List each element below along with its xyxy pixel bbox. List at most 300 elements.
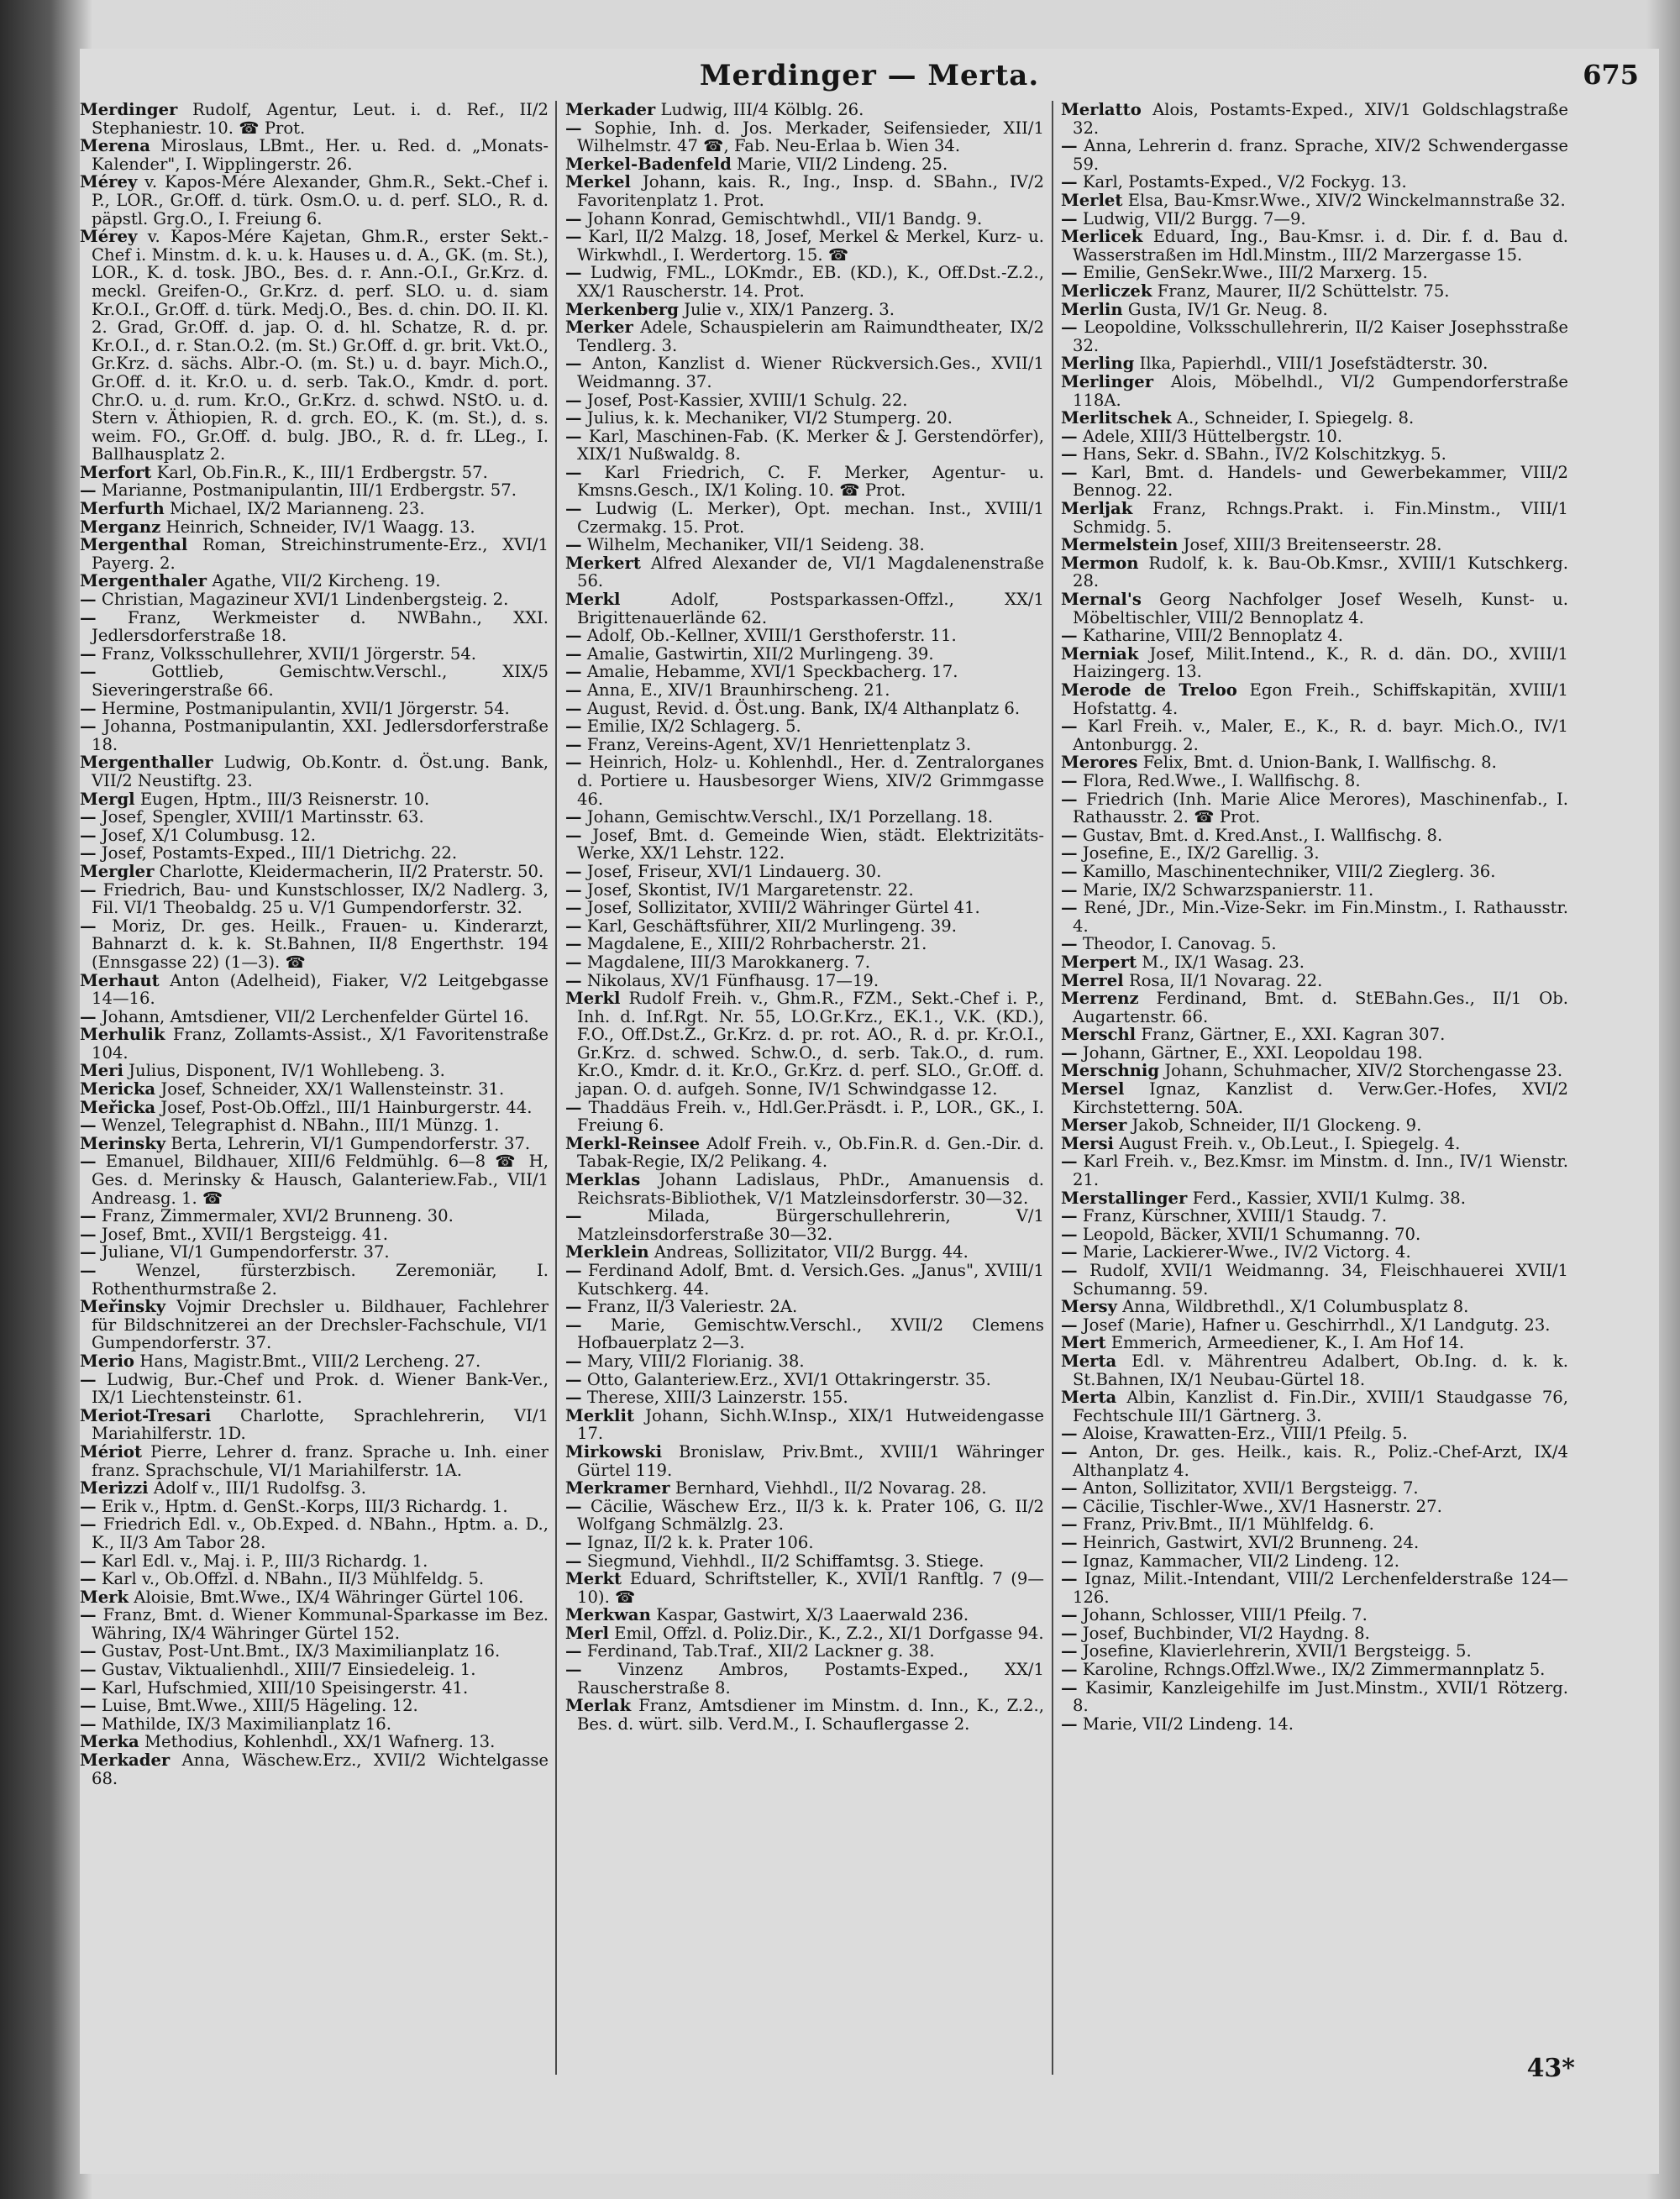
directory-entry	[565, 935, 1044, 953]
entry-details: Karl, II/2 Malzg. 18, Josef, Merkel & Merkel, Kurz- u. Wirkwhdl., I. Werdertorg. 15. ☎	[577, 227, 1044, 265]
entry-surname: —	[80, 1551, 97, 1571]
entry-details: Josef, Post-Ob.Offzl., III/1 Hainburgerstr. 44.	[160, 1097, 533, 1117]
directory-entry	[1061, 863, 1568, 881]
entry-surname: Mericka	[80, 1079, 156, 1100]
entry-details: Ludwig (L. Merker), Opt. mechan. Inst., XVIII/1 Czermakg. 15. Prot.	[577, 499, 1044, 537]
entry-surname: —	[565, 208, 582, 228]
entry-details: Cäcilie, Wäschew Erz., II/3 k. k. Prater 106, G. II/2 Wolfgang Schmälzlg. 23.	[577, 1496, 1044, 1535]
directory-entry	[80, 1751, 549, 1787]
entry-surname: —	[1061, 770, 1078, 790]
directory-entry	[565, 1388, 1044, 1407]
entry-surname: Mersel	[1061, 1079, 1125, 1100]
entry-surname: Mergenthaler	[80, 571, 207, 591]
entry-details: Emilie, GenSekr.Wwe., III/2 Marxerg. 15.	[1082, 263, 1428, 283]
entry-details: Josef, Skontist, IV/1 Margaretenstr. 22.	[586, 879, 914, 900]
entry-surname: —	[1061, 263, 1078, 283]
entry-details: Johann, Sichh.W.Insp., XIX/1 Hutweidengasse 17.	[577, 1405, 1044, 1444]
directory-entry	[565, 354, 1044, 391]
directory-entry	[80, 1642, 549, 1661]
directory-entry	[1061, 1044, 1568, 1063]
entry-details: Emmerich, Armeediener, K., I. Am Hof 14.	[1110, 1333, 1465, 1353]
entry-details: Wilhelm, Mechaniker, VII/1 Seideng. 38.	[586, 535, 925, 555]
entry-surname: —	[1061, 318, 1078, 338]
entry-details: Josef, Schneider, XX/1 Wallensteinstr. 31.	[160, 1079, 505, 1100]
directory-entry	[80, 101, 549, 137]
directory-entry	[1061, 428, 1568, 446]
entry-surname: —	[80, 1224, 97, 1244]
entry-details: Karl, Bmt. d. Handels- und Gewerbekammer, VIII/2 Bennog. 22.	[1073, 462, 1568, 501]
entry-details: Moriz, Dr. ges. Heilk., Frauen- u. Kinderarzt, Bahnarzt d. k. k. St.Bahnen, II/8 Engerthstr. 194 (Ennsgasse 22) (1—3). ☎	[92, 916, 549, 972]
directory-entry	[565, 989, 1044, 1099]
entry-details: Gusta, IV/1 Gr. Neug. 8.	[1127, 299, 1328, 319]
entry-details: Karl, Maschinen-Fab. (K. Merker & J. Gerstendörfer), XIX/1 Nußwaldg. 8.	[577, 426, 1044, 464]
entry-details: August Freih. v., Ob.Leut., I. Spiegelg. 4.	[1119, 1133, 1461, 1153]
entry-surname: Merpert	[1061, 952, 1137, 972]
entry-details: Johann Konrad, Gemischtwhdl., VII/1 Bandg. 9.	[586, 208, 983, 228]
entry-details: Franz, Zimmermaler, XVI/2 Brunneng. 30.	[101, 1206, 454, 1226]
entry-details: Josef, Sollizitator, XVIII/2 Währinger Gürtel 41.	[586, 898, 980, 918]
column-left	[80, 101, 549, 2117]
entry-details: Eduard, Schriftsteller, K., XVII/1 Ranftlg. 7 (9—10). ☎	[577, 1569, 1044, 1607]
entry-details: Alois, Postamts-Exped., XIV/1 Goldschlagstraße 32.	[1073, 101, 1568, 138]
entry-details: Johann, kais. R., Ing., Insp. d. SBahn., IV/2 Favoritenplatz 1. Prot.	[577, 172, 1044, 210]
directory-entry	[1061, 1534, 1568, 1552]
directory-entry	[80, 1116, 549, 1135]
directory-entry	[1061, 717, 1568, 753]
directory-entry	[565, 808, 1044, 827]
directory-entry	[1061, 1606, 1568, 1624]
entry-surname: —	[565, 1388, 582, 1408]
entry-details: Anna, E., XIV/1 Braunhirscheng. 21.	[586, 680, 890, 700]
entry-surname: —	[565, 753, 582, 773]
entry-details: Ignaz, Kammacher, VII/2 Lindeng. 12.	[1082, 1551, 1399, 1571]
entry-surname: —	[1061, 444, 1078, 464]
entry-details: Berta, Lehrerin, VI/1 Gumpendorferstr. 37.	[171, 1133, 531, 1153]
directory-entry	[565, 101, 1044, 119]
entry-details: Amalie, Hebamme, XVI/1 Speckbacherg. 17.	[586, 662, 958, 682]
directory-entry	[80, 137, 549, 173]
directory-entry	[565, 663, 1044, 681]
directory-entry	[565, 717, 1044, 736]
entry-surname: Merschnig	[1061, 1061, 1160, 1081]
entry-details: Johann Ladislaus, PhDr., Amanuensis d. Reichsrats-Bibliothek, V/1 Matzleinsdorferstr. 30—32.	[577, 1170, 1044, 1208]
entry-surname: —	[1061, 1441, 1078, 1462]
directory-entry	[1061, 1243, 1568, 1262]
entry-surname: —	[1061, 716, 1078, 737]
entry-details: Rudolf Freih. v., Ghm.R., FZM., Sekt.-Chef i. P., Inh. d. Inf.Rgt. Nr. 55, LO.Gr.Krz., EK.1., V.K. (KD.), F.O., Off.Dst.Z., Gr.Krz. d. pr. rot. AO., R. d. pr. Kr.O.I., Gr.Krz. d. schwed. Schw.O., d. serb. Tak.O., d. rum. Kr.O., Kmdr. d. it. Kr.O., Gr.Krz. d. perf. SLO., Gr.Off. d. japan. O. d. aufgeh. Sonne, IV/1 Schwindgasse 12.	[577, 989, 1044, 1100]
entry-details: Luise, Bmt.Wwe., XIII/5 Hägeling. 12.	[101, 1696, 418, 1716]
entry-details: Milada, Bürgerschullehrerin, V/1 Matzleinsdorferstraße 30—32.	[577, 1206, 1044, 1244]
entry-surname: —	[80, 590, 97, 610]
entry-surname: Merlitschek	[1061, 408, 1172, 428]
entry-surname: —	[1061, 1660, 1078, 1680]
directory-entry	[1061, 972, 1568, 990]
directory-entry	[565, 1479, 1044, 1498]
directory-entry	[1061, 1352, 1568, 1388]
entry-details: Josef, Friseur, XVI/1 Lindauerg. 30.	[586, 861, 882, 881]
directory-entry	[565, 318, 1044, 354]
entry-surname: Merschl	[1061, 1025, 1137, 1045]
directory-entry	[80, 1099, 549, 1117]
entry-details: Julius, Disponent, IV/1 Wohllebeng. 3.	[129, 1061, 445, 1081]
directory-entry	[565, 700, 1044, 718]
directory-entry	[80, 1298, 549, 1352]
entry-details: Anna, Wildbrethdl., X/1 Columbusplatz 8.	[1122, 1297, 1469, 1317]
entry-details: Anton (Adelheid), Fiaker, V/2 Leitgebgasse 14—16.	[92, 970, 549, 1009]
directory-entry	[80, 808, 549, 827]
entry-details: Josef, Postamts-Exped., III/1 Dietrichg. 22.	[101, 843, 458, 863]
entry-surname: Mergler	[80, 861, 155, 881]
entry-details: Karl, Geschäftsführer, XII/2 Murlingeng. 39.	[586, 916, 957, 936]
entry-details: Franz, Maurer, II/2 Schüttelstr. 75.	[1157, 281, 1450, 301]
entry-surname: Merlatto	[1061, 101, 1142, 119]
entry-surname: Merniak	[1061, 643, 1139, 664]
column-divider	[1052, 101, 1053, 2075]
directory-entry	[80, 827, 549, 845]
directory-entry	[1061, 899, 1568, 935]
entry-surname: —	[565, 118, 582, 138]
entry-surname: Mernal's	[1061, 590, 1142, 610]
entry-surname: Merklas	[565, 1170, 641, 1190]
directory-entry	[1061, 1679, 1568, 1715]
entry-details: Franz, Gärtner, E., XXI. Kagran 307.	[1141, 1025, 1446, 1045]
entry-surname: —	[80, 480, 97, 501]
entry-details: Franz, Bmt. d. Wiener Kommunal-Sparkasse im Bez. Währing, IX/4 Währinger Gürtel 152.	[92, 1605, 549, 1643]
entry-surname: Mérey	[80, 172, 138, 192]
entry-surname: —	[80, 916, 97, 936]
entry-surname: —	[565, 734, 582, 754]
entry-details: Marie, Gemischtw.Verschl., XVII/2 Clemens Hofbauerplatz 2—3.	[577, 1315, 1044, 1353]
entry-surname: —	[1061, 1605, 1078, 1625]
directory-entry	[565, 681, 1044, 700]
entry-details: Georg Nachfolger Josef Weselh, Kunst- u. Möbeltischler, VIII/2 Bennoplatz 4.	[1073, 590, 1568, 627]
entry-surname: —	[80, 1696, 97, 1716]
directory-entry	[565, 736, 1044, 754]
entry-surname: —	[565, 916, 582, 936]
directory-entry	[1061, 1334, 1568, 1352]
entry-surname: —	[565, 662, 582, 682]
directory-entry	[1061, 1661, 1568, 1679]
entry-surname: Merka	[80, 1732, 139, 1752]
directory-entry	[1061, 1642, 1568, 1661]
entry-details: Josefine, Klavierlehrerin, XVII/1 Bergsteigg. 5.	[1082, 1641, 1472, 1661]
entry-details: Anton, Kanzlist d. Wiener Rückversich.Ges., XVII/1 Weidmanng. 37.	[577, 354, 1044, 391]
entry-surname: —	[565, 426, 582, 446]
entry-details: Rudolf, Agentur, Leut. i. d. Ref., II/2 Stephaniestr. 10. ☎ Prot.	[92, 101, 549, 138]
entry-details: Julie v., XIX/1 Panzerg. 3.	[684, 299, 895, 319]
directory-entry	[80, 1570, 549, 1588]
entry-surname: —	[80, 1369, 97, 1389]
entry-surname: —	[565, 1551, 582, 1571]
entry-surname: Meriot-Tresari	[80, 1405, 212, 1425]
entry-surname: —	[565, 807, 582, 827]
entry-surname: Mérey	[80, 227, 138, 247]
directory-entry	[1061, 301, 1568, 319]
entry-details: Marianne, Postmanipulantin, III/1 Erdbergstr. 57.	[101, 480, 517, 501]
entry-details: Agathe, VII/2 Kircheng. 19.	[212, 571, 441, 591]
entry-surname: —	[1061, 1551, 1078, 1571]
entry-surname: —	[565, 1351, 582, 1371]
directory-entry	[1061, 1062, 1568, 1080]
entry-details: Wenzel, fürsterzbisch. Zeremoniär, I. Rothenthurmstraße 2.	[92, 1261, 549, 1299]
entry-details: Theodor, I. Canovag. 5.	[1082, 934, 1277, 954]
entry-details: Charlotte, Sprachlehrerin, VI/1 Mariahilferstr. 1D.	[92, 1405, 549, 1444]
directory-entry	[565, 645, 1044, 664]
directory-entry	[565, 301, 1044, 319]
entry-surname: —	[565, 934, 582, 954]
directory-entry	[565, 155, 1044, 174]
entry-details: Eduard, Ing., Bau-Kmsr. i. d. Dir. f. d. Bau d. Wasserstraßen im Hdl.Minstm., III/2 Marzergasse 15.	[1073, 227, 1568, 265]
entry-surname: Meri	[80, 1061, 123, 1081]
entry-details: Adolf, Ob.-Kellner, XVIII/1 Gersthoferstr. 11.	[586, 626, 957, 646]
entry-details: Johann, Gemischtw.Verschl., IX/1 Porzellang. 18.	[586, 807, 994, 827]
entry-details: Miroslaus, LBmt., Her. u. Red. d. „Monats-Kalender", I. Wipplingerstr. 26.	[92, 136, 549, 174]
entry-surname: —	[565, 1297, 582, 1317]
directory-entry	[80, 572, 549, 590]
directory-entry	[80, 1207, 549, 1225]
entry-surname: —	[80, 1242, 97, 1262]
entry-surname: Merker	[565, 318, 633, 338]
directory-entry	[80, 1080, 549, 1099]
entry-details: Magdalene, III/3 Marokkanerg. 7.	[586, 952, 870, 972]
directory-entry	[80, 1008, 549, 1026]
entry-surname: —	[565, 626, 582, 646]
entry-details: Karl, Postamts-Exped., V/2 Fockyg. 13.	[1082, 172, 1407, 192]
entry-surname: Merrenz	[1061, 989, 1139, 1009]
entry-details: Bronislaw, Priv.Bmt., XVIII/1 Währinger Gürtel 119.	[577, 1441, 1044, 1480]
directory-entry	[1061, 192, 1568, 210]
directory-entry	[1061, 645, 1568, 681]
directory-entry	[565, 1262, 1044, 1298]
entry-details: Aloise, Krawatten-Erz., VIII/1 Pfeilg. 5.	[1082, 1424, 1408, 1444]
entry-details: Magdalene, E., XIII/2 Rohrbacherstr. 21.	[586, 934, 927, 954]
directory-entry	[565, 1298, 1044, 1316]
entry-details: Ludwig, Bur.-Chef und Prok. d. Wiener Bank-Ver., IX/1 Liechtensteinstr. 61.	[92, 1369, 549, 1408]
entry-details: Juliane, VI/1 Gumpendorferstr. 37.	[101, 1242, 390, 1262]
entry-details: Josefine, E., IX/2 Garellig. 3.	[1082, 843, 1320, 863]
directory-entry	[80, 753, 549, 790]
directory-entry	[565, 173, 1044, 209]
entry-surname: Merinsky	[80, 1133, 166, 1153]
directory-entry	[1061, 1135, 1568, 1153]
directory-entry	[565, 972, 1044, 990]
directory-entry	[1061, 1152, 1568, 1189]
entry-surname: Merlin	[1061, 299, 1123, 319]
directory-entry	[80, 1062, 549, 1080]
directory-entry	[80, 1352, 549, 1371]
entry-details: Marie, IX/2 Schwarzspanierstr. 11.	[1082, 879, 1374, 900]
entry-details: Vinzenz Ambros, Postamts-Exped., XX/1 Rauscherstraße 8.	[577, 1660, 1044, 1698]
directory-entry	[1061, 1225, 1568, 1244]
entry-surname: Merlak	[565, 1696, 632, 1716]
entry-details: v. Kapos-Mére Kajetan, Ghm.R., erster Sekt.-Chef i. Minstm. d. k. u. k. Hauses u. d. A., GK. (m. St.), LOR., K. d. tosk. JBO., Bes. d. r. Ann.-O.I., Gr.Krz. d. meckl. Greifen-O., Gr.Krz. d. perf. SLO. u. d. siam Kr.O.I., Gr.Off. d. türk. Medj.O., Bes. d. chin. DO. II. Kl. 2. Grad, Gr.Off. d. jap. O. d. hl. Schatze, R. d. pr. Kr.O.I., d. r. Stan.O.2. (m. St.) Gr.Off. d. gr. brit. Vkt.O., Gr.Krz. d. sächs. Albr.-O. (m. St.) u. d. bayr. Mich.O., Gr.Off. d. it. Kr.O. u. d. serb. Tak.O., Kmdr. d. port. Chr.O. u. d. rum. Kr.O., Gr.Krz. d. schwd. NStO. u. d. Stern v. Äthiopien, R. d. grch. EO., K. (m. St.), d. s. weim. FO., Gr.Off. d. bulg. JBO., R. d. fr. LLeg., I. Ballhausplatz 2.	[92, 227, 549, 464]
entry-details: Charlotte, Kleidermacherin, II/2 Praterstr. 50.	[159, 861, 544, 881]
directory-entry	[80, 1135, 549, 1153]
directory-entry	[80, 1498, 549, 1516]
directory-entry	[565, 536, 1044, 554]
directory-entry	[80, 1371, 549, 1407]
entry-surname: Merdinger	[80, 101, 178, 119]
entry-surname: Merizzi	[80, 1478, 149, 1498]
entry-details: Heinrich, Gastwirt, XVI/2 Brunneng. 24.	[1082, 1532, 1420, 1552]
entry-details: Josef, Buchbinder, VI/2 Haydng. 8.	[1082, 1623, 1370, 1643]
entry-details: Julius, k. k. Mechaniker, VI/2 Stumperg. 20.	[586, 408, 953, 428]
entry-surname: Merena	[80, 136, 150, 156]
entry-surname: Merling	[1061, 354, 1135, 374]
entry-surname: —	[80, 1006, 97, 1026]
directory-entry	[80, 1225, 549, 1244]
directory-entry	[1061, 1262, 1568, 1298]
entry-details: Adolf v., III/1 Rudolfsg. 3.	[153, 1478, 367, 1498]
entry-surname: Merode de Treloo	[1061, 680, 1237, 700]
directory-entry	[565, 1316, 1044, 1352]
directory-entry	[565, 953, 1044, 972]
directory-entry	[80, 917, 549, 972]
entry-surname: —	[80, 1605, 97, 1625]
directory-entry	[565, 917, 1044, 936]
entry-details: Vojmir Drechsler u. Bildhauer, Fachlehrer für Bildschnitzerei an der Drechsler-Fachschule, VI/1 Gumpendorferstr. 37.	[92, 1297, 549, 1353]
entry-surname: —	[80, 698, 97, 718]
entry-details: Aloisie, Bmt.Wwe., IX/4 Währinger Gürtel 106.	[134, 1587, 524, 1607]
directory-entry	[80, 1026, 549, 1062]
directory-entry	[1061, 1515, 1568, 1534]
entry-details: Anton, Sollizitator, XVII/1 Bergsteigg. 7.	[1082, 1478, 1419, 1498]
entry-details: Egon Freih., Schiffskapitän, XVIII/1 Hofstattg. 4.	[1073, 680, 1568, 718]
entry-surname: Merkl	[565, 989, 621, 1009]
directory-entry	[565, 1352, 1044, 1371]
entry-details: Anna, Lehrerin d. franz. Sprache, XIV/2 Schwendergasse 59.	[1073, 136, 1568, 174]
entry-details: Gottlieb, Gemischtw.Verschl., XIX/5 Sieveringerstraße 66.	[92, 662, 549, 700]
entry-details: Michael, IX/2 Marianneng. 23.	[170, 499, 425, 519]
entry-surname: —	[1061, 1242, 1078, 1262]
entry-details: Franz, Rchngs.Prakt. i. Fin.Minstm., VIII/1 Schmidg. 5.	[1073, 499, 1568, 537]
entry-details: v. Kapos-Mére Alexander, Ghm.R., Sekt.-Chef i. P., LOR., Gr.Off. d. türk. Osm.O. u. d. perf. SLO., R. d. päpstl. Grg.O., I. Freiung 6.	[92, 172, 549, 228]
entry-details: Adolf, Postsparkassen-Offzl., XX/1 Brigittenauerlände 62.	[577, 590, 1044, 627]
entry-surname: —	[1061, 1623, 1078, 1643]
entry-surname: —	[1061, 825, 1078, 845]
entry-surname: —	[565, 879, 582, 900]
entry-details: Johann, Amtsdiener, VII/2 Lerchenfelder Gürtel 16.	[101, 1006, 529, 1026]
directory-entry	[1061, 1116, 1568, 1135]
page-number: 675	[1583, 59, 1639, 91]
entry-details: Hans, Sekr. d. SBahn., IV/2 Kolschitzkyg. 5.	[1082, 444, 1446, 464]
directory-entry	[80, 1606, 549, 1642]
directory-entry	[565, 1443, 1044, 1479]
entry-surname: —	[1061, 1042, 1078, 1063]
directory-entry	[1061, 318, 1568, 354]
entry-surname: —	[80, 1569, 97, 1589]
entry-surname: —	[565, 952, 582, 972]
entry-details: Felix, Bmt. d. Union-Bank, I. Wallfischg. 8.	[1142, 753, 1497, 773]
entry-details: Franz, Zollamts-Assist., X/1 Favoritenstraße 104.	[92, 1025, 549, 1063]
directory-entry	[80, 481, 549, 500]
entry-details: Karl, Hufschmied, XIII/10 Speisingerstr. 41.	[101, 1677, 469, 1698]
entry-details: Anna, Wäschew.Erz., XVII/2 Wichtelgasse 68.	[92, 1750, 549, 1788]
entry-surname: —	[565, 408, 582, 428]
entry-details: Otto, Galanteriew.Erz., XVI/1 Ottakringerstr. 35.	[586, 1369, 991, 1389]
entry-surname: —	[80, 716, 97, 737]
entry-details: Leopold, Bäcker, XVII/1 Schumanng. 70.	[1082, 1224, 1421, 1244]
entry-details: Edl. v. Mährentreu Adalbert, Ob.Ing. d. k. k. St.Bahnen, IX/1 Neubau-Gürtel 18.	[1073, 1351, 1568, 1389]
directory-entry	[565, 1570, 1044, 1606]
entry-surname: —	[80, 643, 97, 664]
directory-entry	[565, 1697, 1044, 1733]
entry-surname: Merklit	[565, 1405, 634, 1425]
entry-details: Adele, Schauspielerin am Raimundtheater, IX/2 Tendlerg. 3.	[577, 318, 1044, 355]
directory-entry	[565, 1552, 1044, 1571]
directory-entry	[565, 863, 1044, 881]
entry-surname: Merkert	[565, 553, 641, 573]
entry-surname: Mergenthaller	[80, 753, 213, 773]
entry-details: Ignaz, Kanzlist d. Verw.Ger.-Hofes, XVI/2 Kirchstetterng. 50A.	[1073, 1079, 1568, 1117]
entry-surname: —	[565, 825, 582, 845]
directory-page	[80, 49, 1659, 2174]
entry-details: Johann, Schlosser, VIII/1 Pfeilg. 7.	[1082, 1605, 1368, 1625]
entry-details: Gustav, Bmt. d. Kred.Anst., I. Wallfischg. 8.	[1082, 825, 1443, 845]
directory-entry	[565, 228, 1044, 264]
entry-details: Karl Freih. v., Bez.Kmsr. im Minstm. d. Inn., IV/1 Wienstr. 21.	[1073, 1152, 1568, 1190]
directory-entry	[1061, 373, 1568, 409]
entry-details: Franz, Werkmeister d. NWBahn., XXI. Jedlersdorferstraße 18.	[92, 607, 549, 646]
directory-entry	[80, 1552, 549, 1571]
entry-details: Alfred Alexander de, VI/1 Magdalenenstraße 56.	[577, 553, 1044, 591]
entry-surname: —	[565, 1496, 582, 1516]
directory-entry	[80, 790, 549, 809]
directory-entry	[1061, 137, 1568, 173]
directory-entry	[80, 863, 549, 881]
entry-details: Karoline, Rchngs.Offzl.Wwe., IX/2 Zimmermannplatz 5.	[1082, 1660, 1546, 1680]
column-divider	[555, 101, 557, 2075]
directory-entry	[80, 717, 549, 753]
entry-surname: —	[1061, 1569, 1078, 1589]
entry-surname: Mirkowski	[565, 1441, 663, 1462]
entry-details: Karl Freih. v., Maler, E., K., R. d. bayr. Mich.O., IV/1 Antonburgg. 2.	[1073, 716, 1568, 754]
directory-entry	[1061, 1388, 1568, 1425]
entry-surname: Merkader	[565, 101, 656, 119]
entry-details: Josef, Bmt., XVII/1 Bergsteigg. 41.	[101, 1224, 388, 1244]
directory-entry	[565, 1243, 1044, 1262]
directory-entry	[565, 753, 1044, 808]
entry-details: Josef, Spengler, XVIII/1 Martinsstr. 63.	[101, 807, 424, 827]
entry-details: Franz, Priv.Bmt., II/1 Mühlfeldg. 6.	[1082, 1514, 1374, 1535]
entry-details: Karl, Ob.Fin.R., K., III/1 Erdbergstr. 57.	[156, 462, 488, 482]
entry-surname: Merkt	[565, 1569, 622, 1589]
entry-surname: Meřinsky	[80, 1297, 166, 1317]
entry-details: Emanuel, Bildhauer, XIII/6 Feldmühlg. 6—8 ☎ H, Ges. d. Merinsky & Hausch, Galanteriew.Fab., VII/1 Andreasg. 1. ☎	[92, 1152, 549, 1208]
directory-entry	[80, 1152, 549, 1207]
entry-details: Marie, Lackierer-Wwe., IV/2 Victorg. 4.	[1082, 1242, 1411, 1262]
entry-surname: —	[565, 898, 582, 918]
entry-details: Bernhard, Viehhdl., II/2 Novarag. 28.	[675, 1478, 987, 1498]
entry-details: August, Revid. d. Öst.ung. Bank, IX/4 Althanplatz 6.	[586, 698, 1021, 718]
directory-entry	[1061, 1298, 1568, 1316]
entry-details: Friedrich Edl. v., Ob.Exped. d. NBahn., Hptm. a. D., K., II/3 Am Tabor 28.	[92, 1514, 549, 1552]
entry-details: Ferdinand Adolf, Bmt. d. Versich.Ges. „Janus", XVIII/1 Kutschkerg. 44.	[577, 1261, 1044, 1299]
entry-surname: Mergl	[80, 789, 135, 809]
entry-details: Thaddäus Freih. v., Hdl.Ger.Präsdt. i. P., LOR., GK., I. Freiung 6.	[577, 1097, 1044, 1136]
entry-details: Anton, Dr. ges. Heilk., kais. R., Poliz.-Chef-Arzt, IX/4 Althanplatz 4.	[1073, 1441, 1568, 1480]
entry-surname: Merkel-Badenfeld	[565, 154, 732, 174]
entry-details: Mary, VIII/2 Florianig. 38.	[586, 1351, 805, 1371]
entry-details: Adolf Freih. v., Ob.Fin.R. d. Gen.-Dir. d. Tabak-Regie, IX/2 Pelikang. 4.	[577, 1133, 1044, 1172]
entry-details: Flora, Red.Wwe., I. Wallfischg. 8.	[1082, 770, 1361, 790]
entry-surname: Merliczek	[1061, 281, 1152, 301]
entry-details: Erik v., Hptm. d. GenSt.-Korps, III/3 Richardg. 1.	[101, 1496, 508, 1516]
entry-details: Wenzel, Telegraphist d. NBahn., III/1 Münzg. 1.	[101, 1115, 500, 1136]
directory-entry	[565, 409, 1044, 428]
entry-surname: —	[1061, 843, 1078, 863]
directory-entry	[565, 464, 1044, 500]
